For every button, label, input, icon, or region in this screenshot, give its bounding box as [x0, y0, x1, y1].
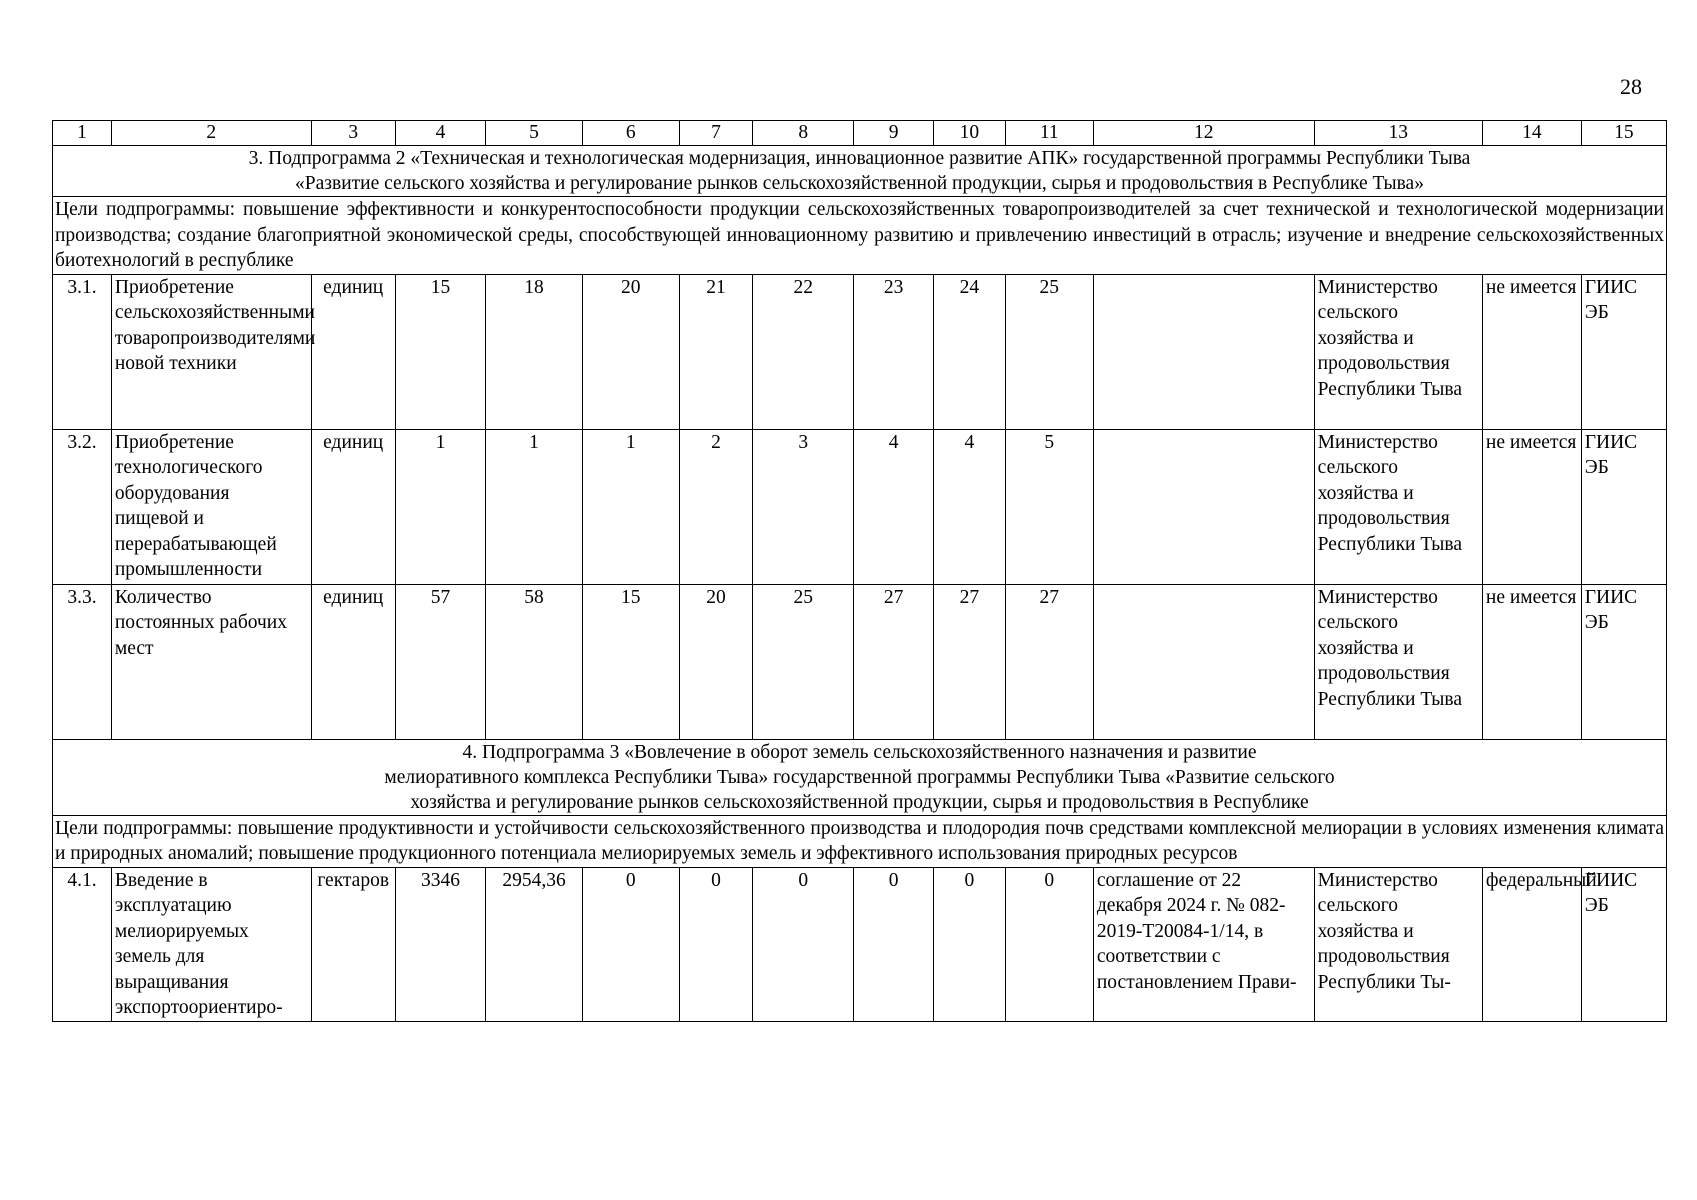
value: 0	[753, 867, 854, 1021]
section-4-title	[53, 739, 1667, 815]
budget-source: не имеется	[1482, 584, 1581, 739]
section-title-line: 4. Подпрограмма 3 «Вовлечение в оборот земель сельскохозяйственного назначения и развитие	[462, 741, 1257, 763]
table-row	[53, 274, 1667, 429]
budget-source: федеральный	[1482, 867, 1581, 1021]
unit: единиц	[311, 274, 395, 429]
budget-source: не имеется	[1482, 429, 1581, 584]
value: 21	[679, 274, 753, 429]
table-row	[53, 584, 1667, 739]
value: 20	[582, 274, 679, 429]
value: 2	[679, 429, 753, 584]
basis-document	[1093, 584, 1314, 739]
responsible-body: Министерство сельского хозяйства и продовольствия Республики Тыва	[1314, 274, 1482, 429]
row-number: 4.1.	[53, 867, 112, 1021]
unit: единиц	[311, 584, 395, 739]
column-header: 14	[1482, 121, 1581, 146]
value: 0	[934, 867, 1005, 1021]
value: 5	[1005, 429, 1093, 584]
responsible-body: Министерство сельского хозяйства и продовольствия Республики Ты-	[1314, 867, 1482, 1021]
value: 2954,36	[486, 867, 583, 1021]
section-title-row	[53, 739, 1667, 815]
responsible-body: Министерство сельского хозяйства и продовольствия Республики Тыва	[1314, 429, 1482, 584]
info-system: ГИИС ЭБ	[1581, 274, 1666, 429]
column-header: 7	[679, 121, 753, 146]
section-4-goals: Цели подпрограммы: повышение продуктивности и устойчивости сельскохозяйственного производства и плодородия почв средствами комплексной мелиорации в условиях изменения климата и природных аномалий; повышение продукционного потенциала мелиорируемых земель и эффективного использования природных ресурсов	[53, 815, 1667, 867]
value: 3	[753, 429, 854, 584]
value: 20	[679, 584, 753, 739]
column-header: 3	[311, 121, 395, 146]
row-number: 3.1.	[53, 274, 112, 429]
value: 0	[679, 867, 753, 1021]
value: 0	[1005, 867, 1093, 1021]
value: 4	[934, 429, 1005, 584]
section-title-line: мелиоративного комплекса Республики Тыва» государственной программы Республики Тыва «Развитие сельского	[384, 766, 1335, 788]
value: 57	[395, 584, 485, 739]
value: 27	[854, 584, 934, 739]
value: 58	[486, 584, 583, 739]
value: 1	[582, 429, 679, 584]
column-header: 6	[582, 121, 679, 146]
value: 23	[854, 274, 934, 429]
column-header: 10	[934, 121, 1005, 146]
column-header: 1	[53, 121, 112, 146]
responsible-body: Министерство сельского хозяйства и продовольствия Республики Тыва	[1314, 584, 1482, 739]
value: 4	[854, 429, 934, 584]
unit: единиц	[311, 429, 395, 584]
column-header: 5	[486, 121, 583, 146]
page-number: 28	[1620, 74, 1642, 99]
value: 25	[1005, 274, 1093, 429]
column-header: 11	[1005, 121, 1093, 146]
goals-row	[53, 815, 1667, 867]
column-header: 9	[854, 121, 934, 146]
value: 1	[486, 429, 583, 584]
row-number: 3.3.	[53, 584, 112, 739]
value: 22	[753, 274, 854, 429]
value: 18	[486, 274, 583, 429]
value: 0	[854, 867, 934, 1021]
section-title-line: 3. Подпрограмма 2 «Техническая и технологическая модернизация, инновационное развитие АПК» государственной программы Республики Тыва	[248, 148, 1471, 169]
section-3-goals: Цели подпрограммы: повышение эффективности и конкурентоспособности продукции сельскохозяйственных товаропроизводителей за счет технической и технологической модернизации производства; создание благоприятной экономической среды, способствующей инновационному развитию и привлечению инвестиций в отрасль; изучение и внедрение сельскохозяйственных биотехнологий в республике	[53, 197, 1667, 275]
unit: гектаров	[311, 867, 395, 1021]
section-title-row	[53, 146, 1667, 197]
section-3-title	[53, 146, 1667, 197]
info-system: ГИИС ЭБ	[1581, 867, 1666, 1021]
column-header: 12	[1093, 121, 1314, 146]
row-number: 3.2.	[53, 429, 112, 584]
budget-source: не имеется	[1482, 274, 1581, 429]
value: 24	[934, 274, 1005, 429]
column-header: 15	[1581, 121, 1666, 146]
value: 1	[395, 429, 485, 584]
section-title-line: «Развитие сельского хозяйства и регулирование рынков сельскохозяйственной продукции, сырья и продовольствия в Республике Тыва»	[295, 173, 1424, 194]
indicators-table	[52, 120, 1667, 1022]
basis-document	[1093, 274, 1314, 429]
basis-document: соглашение от 22 декабря 2024 г. № 082-2019-T20084-1/14, в соответствии с постановлением Прави-	[1093, 867, 1314, 1021]
column-header: 13	[1314, 121, 1482, 146]
info-system: ГИИС ЭБ	[1581, 429, 1666, 584]
indicator-name: Приобретение сельскохозяйственными товаропроизводителями новой техники	[111, 274, 311, 429]
value: 27	[934, 584, 1005, 739]
value: 25	[753, 584, 854, 739]
value: 15	[582, 584, 679, 739]
indicator-name: Введение в эксплуатацию мелиорируемых земель для выращивания экспортоориентиро-	[111, 867, 311, 1021]
basis-document	[1093, 429, 1314, 584]
column-header: 2	[111, 121, 311, 146]
value: 3346	[395, 867, 485, 1021]
section-title-line: хозяйства и регулирование рынков сельскохозяйственной продукции, сырья и продовольствия в Республике	[410, 791, 1309, 813]
column-header: 8	[753, 121, 854, 146]
indicator-name: Приобретение технологического оборудования пищевой и перерабатывающей промышленности	[111, 429, 311, 584]
value: 27	[1005, 584, 1093, 739]
table-row	[53, 867, 1667, 1021]
value: 15	[395, 274, 485, 429]
goals-row	[53, 197, 1667, 275]
value: 0	[582, 867, 679, 1021]
column-number-row	[53, 121, 1667, 146]
table-row	[53, 429, 1667, 584]
info-system: ГИИС ЭБ	[1581, 584, 1666, 739]
column-header: 4	[395, 121, 485, 146]
indicator-name: Количество постоянных рабочих мест	[111, 584, 311, 739]
